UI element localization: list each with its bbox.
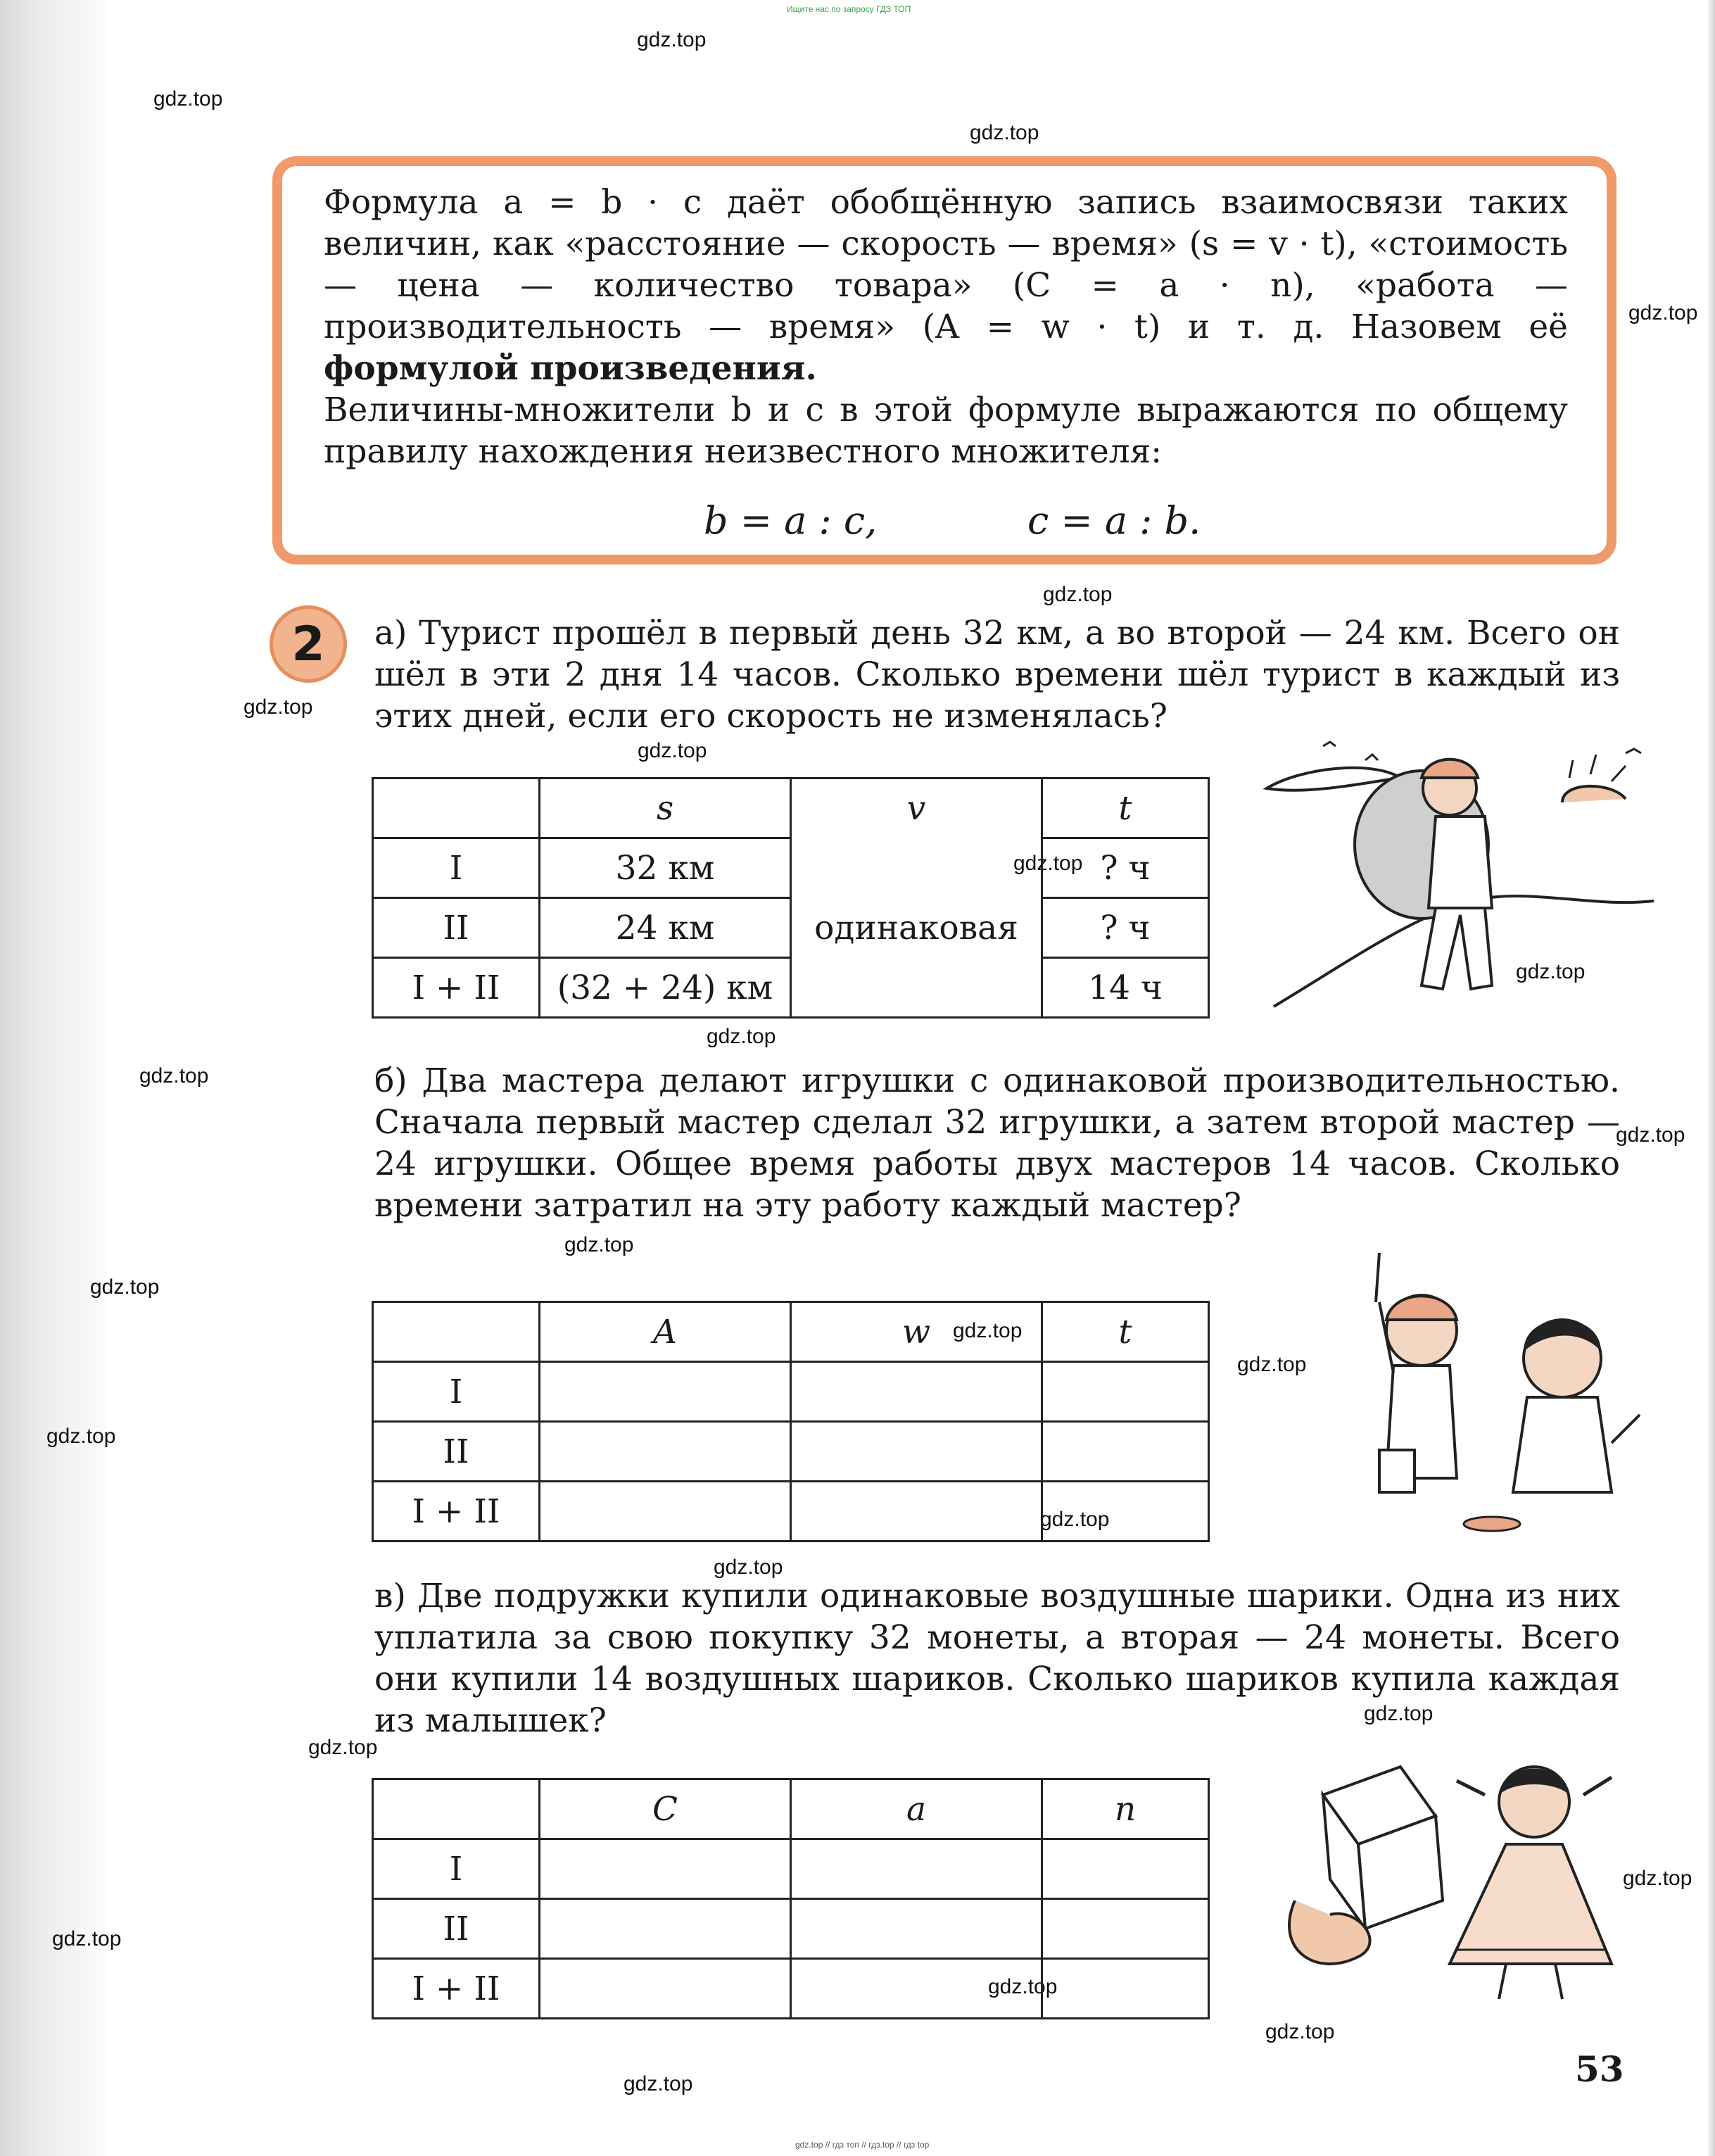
girl-gift-illustration: [1274, 1739, 1626, 2006]
table-cell: [540, 1362, 791, 1422]
watermark: gdz.top: [707, 1025, 776, 1048]
watermark: gdz.top: [637, 28, 707, 51]
table-cell: [1042, 1839, 1209, 1899]
table-cell: [791, 1959, 1042, 2019]
watermark: gdz.top: [1237, 1353, 1307, 1376]
page-binding-shadow: [0, 0, 106, 2156]
task-a-table: [372, 777, 1210, 1019]
table-cell: [373, 1779, 540, 1839]
table-header-v: v: [791, 778, 1042, 838]
table-row: [373, 958, 1209, 1018]
table-cell: [791, 1362, 1042, 1422]
table-header-C: C: [540, 1779, 791, 1839]
table-cell: 32 км: [540, 838, 791, 898]
table-cell: [1042, 1482, 1209, 1542]
watermark: gdz.top: [139, 1064, 209, 1088]
table-header-t: t: [1042, 778, 1209, 838]
task-a-paragraph: а) Турист прошёл в первый день 32 км, а во второй — 24 км. Всего он шёл в эти 2 дня 14 часов. Сколько времени шёл турист в каждый из этих дней, если его скорость не изменялась?: [374, 614, 1620, 736]
table-cell: [540, 1482, 791, 1542]
table-header-n: n: [1042, 1779, 1209, 1839]
watermark: gdz.top: [624, 2072, 693, 2095]
rule-text: [324, 182, 1568, 472]
table-cell: [791, 958, 1042, 1018]
table-cell: [1042, 1362, 1209, 1422]
table-header-row: [373, 778, 1209, 838]
watermark: gdz.top: [90, 1275, 160, 1299]
table-cell: 14 ч: [1042, 958, 1209, 1018]
rule-formulas: [704, 498, 1267, 548]
table-cell: II: [373, 898, 540, 958]
table-cell: I + II: [373, 958, 540, 1018]
table-cell: [540, 1839, 791, 1899]
watermark: gdz.top: [1265, 2020, 1335, 2043]
watermark: gdz.top: [308, 1736, 378, 1759]
task-number-badge: 2: [270, 605, 347, 683]
table-cell: I + II: [373, 1482, 540, 1542]
table-header-w: w: [791, 1302, 1042, 1362]
table-cell: [1042, 1899, 1209, 1959]
table-cell: [540, 1899, 791, 1959]
table-cell: I + II: [373, 1959, 540, 2019]
table-row: [373, 1422, 1209, 1482]
table-row: [373, 1482, 1209, 1542]
task-c-text: [374, 1575, 1620, 1741]
table-row: [373, 1362, 1209, 1422]
table-row: [373, 1839, 1209, 1899]
watermark: gdz.top: [1628, 301, 1698, 324]
table-cell: [540, 1959, 791, 2019]
table-cell: одинаковая: [791, 898, 1042, 958]
table-cell: ? ч: [1042, 898, 1209, 958]
table-cell: [373, 778, 540, 838]
table-cell: [791, 1422, 1042, 1482]
table-cell: [791, 838, 1042, 898]
watermark: gdz.top: [714, 1556, 783, 1579]
rule-bold-term: формулой произведения.: [324, 349, 817, 388]
watermark: gdz.top: [46, 1425, 116, 1448]
table-header-t: t: [1042, 1302, 1209, 1362]
page-number: 53: [1575, 2048, 1624, 2090]
rule-line2: Величины-множители b и c в этой формуле выражаются по общему правилу нахождения неизвестного множителя:: [324, 391, 1568, 471]
table-header-s: s: [540, 778, 791, 838]
tourist-illustration: [1260, 739, 1654, 1021]
table-header-a: a: [791, 1779, 1042, 1839]
table-cell: I: [373, 1839, 540, 1899]
table-cell: [791, 1899, 1042, 1959]
table-cell: I: [373, 838, 540, 898]
table-cell: ? ч: [1042, 838, 1209, 898]
watermark: gdz.top: [1616, 1123, 1685, 1147]
top-banner: Ищите нас по запросу ГДЗ ТОП: [787, 4, 911, 14]
watermark: gdz.top: [970, 121, 1039, 144]
watermark: gdz.top: [1040, 1508, 1110, 1531]
table-row: [373, 1899, 1209, 1959]
watermark: gdz.top: [1516, 960, 1586, 983]
task-c-paragraph: в) Две подружки купили одинаковые воздушные шарики. Одна из них уплатила за свою покупку 32 монеты, а вторая — 24 монеты. Всего они купили 14 воздушных шариков. Сколько шариков купила каждая из малышек?: [374, 1577, 1620, 1740]
masters-illustration: [1337, 1246, 1654, 1542]
table-cell: I: [373, 1362, 540, 1422]
watermark: gdz.top: [1043, 583, 1113, 606]
formula-c: c = a : b.: [1027, 498, 1201, 543]
table-cell: [1042, 1422, 1209, 1482]
table-cell: II: [373, 1899, 540, 1959]
bottom-banner: gdz.top // гдз топ // гдз.top // гдз top: [795, 2140, 930, 2150]
table-cell: [791, 1839, 1042, 1899]
table-cell: (32 + 24) км: [540, 958, 791, 1018]
task-b-paragraph: б) Два мастера делают игрушки с одинаковой производительностью. Сначала первый мастер сделал 32 игрушки, а затем второй мастер — 24 игрушки. Общее время работы двух мастеров 14 часов. Сколько времени затратил на эту работу каждый мастер?: [374, 1061, 1620, 1225]
task-a-text: [374, 612, 1620, 737]
watermark: gdz.top: [988, 1975, 1058, 1998]
rule-line1: Формула a = b · c даёт обобщённую запись взаимосвязи таких величин, как «расстояние — скорость — время» (s = v · t), «стоимость — цена — количество товара» (C = a · n), «работа — производительность — время» (A = w · t) и т. д. Назовем её: [324, 183, 1568, 346]
table-cell: [1042, 1959, 1209, 2019]
watermark: gdz.top: [153, 87, 223, 111]
table-header-row: [373, 1779, 1209, 1839]
table-cell: [791, 1482, 1042, 1542]
table-cell: 24 км: [540, 898, 791, 958]
task-b-text: [374, 1060, 1620, 1226]
watermark: gdz.top: [243, 695, 313, 719]
table-cell: II: [373, 1422, 540, 1482]
watermark: gdz.top: [638, 739, 707, 762]
formula-b: b = a : c,: [704, 498, 878, 543]
watermark: gdz.top: [1013, 852, 1083, 875]
table-row: [373, 838, 1209, 898]
table-cell: [373, 1302, 540, 1362]
page-edge: [1707, 0, 1715, 2156]
watermark: gdz.top: [1364, 1702, 1434, 1725]
table-header-A: A: [540, 1302, 791, 1362]
watermark: gdz.top: [564, 1233, 634, 1256]
table-row: [373, 1959, 1209, 2019]
watermark: gdz.top: [953, 1319, 1023, 1342]
table-header-row: [373, 1302, 1209, 1362]
task-b-table: [372, 1301, 1210, 1542]
task-c-table: [372, 1778, 1210, 2019]
table-row: [373, 898, 1209, 958]
table-cell: [540, 1422, 791, 1482]
watermark: gdz.top: [1623, 1867, 1692, 1890]
watermark: gdz.top: [52, 1927, 122, 1950]
